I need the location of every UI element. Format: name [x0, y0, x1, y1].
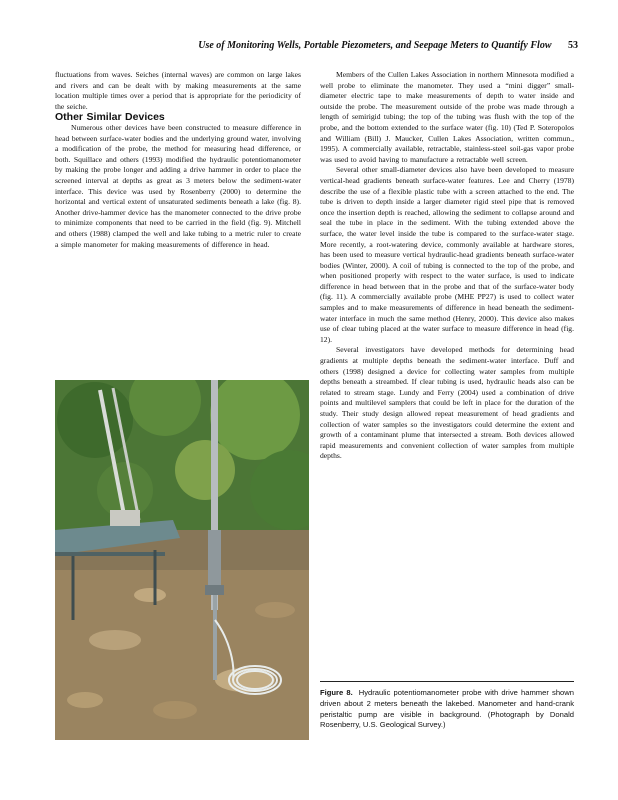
figure-label: Figure 8.	[320, 688, 353, 697]
figure-caption-text: Hydraulic potentiomanometer probe with drive hammer shown driven about 2 meters beneath the lakebed. Manometer and hand-crank peristaltic pump are visible in background. (Photograph by Donald Rosenberry, U.S. Geological Survey.)	[320, 688, 574, 730]
figure-8-photograph	[55, 380, 309, 740]
section-heading: Other Similar Devices	[55, 111, 165, 124]
right-column	[320, 70, 574, 462]
right-paragraph-3: Several investigators have developed methods for determining head gradients at multiple depths beneath the sediment-water interface. Duff and others (1998) designed a device for collecting water samples from multiple depths beneath a streambed. If clear tubing is used, hydraulic heads also can be related to stream stage. Lundy and Ferry (2004) used a combination of drive points and multilevel samplers that could be left in place for the duration of the study. Their study design allowed repeat measurement of head gradients and collection of water samples so the investigators could determine the extent and growth of a contaminant plume that intersected a stream. Both devices allowed rapid measurements and convenient collection of water samples from multiple depths.	[320, 345, 574, 461]
caption-divider	[320, 681, 574, 682]
running-header-title: Use of Monitoring Wells, Portable Piezometers, and Seepage Meters to Quantify Flow	[198, 40, 552, 51]
running-header	[50, 40, 578, 51]
left-paragraph-1: Numerous other devices have been constructed to measure difference in head between surface-water bodies and the underlying ground water, involving a modification of the probe, the method for measuring head difference, or both. Squillace and others (1993) modified the hydraulic potentiomanometer by making the probe longer and adding a drive hammer in order to place the screened interval at depths as great as 3 meters below the sediment-water interface. This device was used by Rosenberry (2000) to determine the horizontal and vertical extent of unsaturated sediments beneath a lake (fig. 8). Another drive-hammer device has the manometer connected to the drive probe to minimize components that need to be carried in the field (fig. 9). Mitchell and others (1988) clamped the well and lake tubing to a metric ruler to create a simple manometer for making measurements of difference in head.	[55, 122, 301, 249]
right-paragraph-1: Members of the Cullen Lakes Association in northern Minnesota modified a well probe to eliminate the manometer. They used a “mini digger” small-diameter electric tape to make measurements of depth to water inside and outside the probe. The measurement outside of the probe was made through a length of semirigid tubing; the top of the tubing was flush with the top of the probe, and the bottom extended to the surface water (fig. 10) (Ted P. Soteropolos and William (Bill) J. Maucker, Cullen Lakes Association, written commun., 1995). A commercially available, retractable, stainless-steel soil-gas vapor probe was used to avoid having to manufacture a retractable well screen.	[320, 70, 574, 164]
page-number: 53	[568, 40, 578, 51]
intro-paragraph: fluctuations from waves. Seiches (internal waves) are common on large lakes and rivers and can be dealt with by making measurements at the same location multiple times over a period that is appropriate for the periodicity of the seiche.	[55, 70, 301, 111]
right-paragraph-2: Several other small-diameter devices also have been developed to measure vertical-head gradients beneath surface-water features. Lee and Cherry (1978) describe the use of a flexible plastic tube with a screen attached to the end. The tube is driven to depth inside a larger diameter rigid steel pipe that is removed once the insertion depth is reached, allowing the sediment to collapse around and seal the tube in place in the sediment. With the tubing extended above the surface, the water level inside the tube is compared to the surface-water stage. More recently, a root-watering device, commonly available at hardware stores, has been used to measure vertical hydraulic-head gradients beneath surface-water bodies (Winter, 2000). A coil of tubing is connected to the top of the probe, and when positioned properly with respect to the water surface, is used to indicate difference in head between that in the probe and that of the surface-water body (fig. 11). A commercially available probe (MHE PP27) is used to collect water samples and to make measurements of difference in head beneath the sediment-water interface in much the same method (Henry, 2000). This device also makes use of clear tubing placed at the water surface to measure difference in head (fig. 12).	[320, 165, 574, 344]
figure-8-caption	[320, 688, 574, 731]
left-column	[55, 70, 301, 250]
